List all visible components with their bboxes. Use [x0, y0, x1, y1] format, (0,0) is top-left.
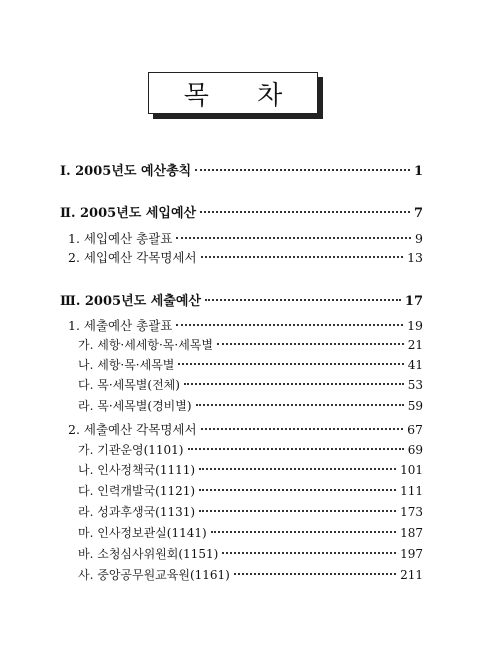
dot-leader [201, 428, 404, 430]
item-label: 1. 세입예산 총괄표 [68, 231, 173, 246]
page-number: 13 [407, 250, 423, 265]
toc-item[interactable] [68, 229, 423, 247]
page-number: 187 [400, 526, 423, 540]
subitem-label: 라. 성과후생국(1131) [78, 505, 196, 519]
page-number: 1 [413, 164, 423, 179]
section-numeral: Ⅲ. [60, 294, 81, 309]
page-number: 59 [407, 399, 423, 413]
dot-leader [176, 324, 403, 326]
page-title: 목 차 [183, 80, 303, 111]
section-label: 2005년도 예산총칙 [75, 164, 192, 179]
section-numeral: Ⅱ. [60, 206, 76, 221]
dot-leader [199, 489, 396, 491]
subitem-label: 바. 소청심사위원회(1151) [78, 547, 219, 561]
page-number: 21 [407, 338, 423, 352]
page-number: 69 [407, 443, 423, 457]
subitem-label: 마. 인사정보관실(1141) [78, 526, 207, 540]
toc-subitem[interactable] [78, 336, 423, 353]
toc-subitem[interactable] [78, 566, 423, 583]
dot-leader [176, 237, 411, 239]
toc-section-3[interactable] [60, 290, 423, 309]
page-number: 67 [407, 422, 423, 437]
dot-leader [222, 552, 396, 554]
toc-subitem[interactable] [78, 356, 423, 373]
dot-leader [200, 211, 410, 213]
item-label: 1. 세출예산 총괄표 [68, 318, 173, 333]
subitem-label: 다. 목·세목별(전체) [78, 378, 180, 392]
toc-subitem[interactable] [78, 376, 423, 393]
dot-leader [199, 468, 396, 470]
page-number: 19 [407, 318, 423, 333]
dot-leader [205, 299, 401, 301]
toc-subitem[interactable] [78, 397, 423, 414]
page-number: 53 [407, 378, 423, 392]
dot-leader [199, 510, 396, 512]
page-number: 7 [413, 206, 423, 221]
subitem-label: 다. 인력개발국(1121) [78, 484, 196, 498]
dot-leader [188, 448, 404, 450]
page-number: 41 [407, 358, 423, 372]
page-number: 101 [400, 463, 423, 477]
toc-subitem[interactable] [78, 524, 423, 541]
section-numeral: Ⅰ. [60, 164, 71, 179]
section-label: 2005년도 세입예산 [80, 206, 197, 221]
dot-leader [234, 573, 396, 575]
subitem-label: 라. 목·세목별(경비별) [78, 399, 192, 413]
toc-subitem[interactable] [78, 441, 423, 458]
toc-section-1[interactable] [60, 160, 423, 179]
toc-section-2[interactable] [60, 202, 423, 221]
dot-leader [217, 343, 404, 345]
subitem-label: 나. 인사정책국(1111) [78, 463, 196, 477]
section-label: 2005년도 세출예산 [84, 294, 201, 309]
dot-leader [195, 169, 410, 171]
item-label: 2. 세출예산 각목명세서 [68, 422, 197, 437]
toc-subitem[interactable] [78, 503, 423, 520]
subitem-label: 가. 기관운영(1101) [78, 443, 184, 457]
subitem-label: 나. 세항·목·세목별 [78, 358, 175, 372]
toc-subitem[interactable] [78, 482, 423, 499]
dot-leader [201, 256, 404, 258]
page-number: 111 [400, 484, 423, 498]
page-number: 197 [400, 547, 423, 561]
toc-item[interactable] [68, 316, 423, 334]
dot-leader [211, 531, 396, 533]
toc-item[interactable] [68, 248, 423, 266]
toc-subitem[interactable] [78, 545, 423, 562]
page-number: 211 [400, 568, 423, 582]
page-number: 173 [400, 505, 423, 519]
page-number: 17 [404, 294, 423, 309]
page-number: 9 [415, 231, 423, 246]
dot-leader [196, 404, 404, 406]
toc-item[interactable] [68, 420, 423, 438]
dot-leader [184, 383, 404, 385]
item-label: 2. 세입예산 각목명세서 [68, 250, 197, 265]
subitem-label: 가. 세항·세세항·목·세목별 [78, 338, 213, 352]
toc-subitem[interactable] [78, 461, 423, 478]
subitem-label: 사. 중앙공무원교육원(1161) [78, 568, 230, 582]
dot-leader [178, 363, 403, 365]
